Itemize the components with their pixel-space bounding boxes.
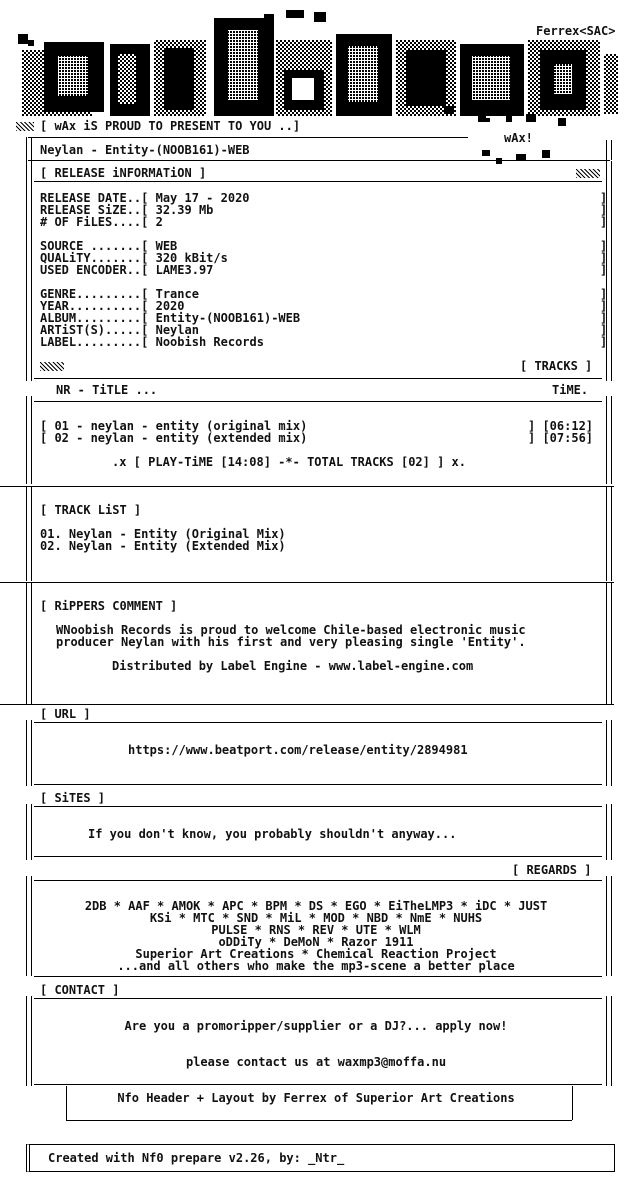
- info-encoder: USED ENCODER..[ LAME3.97: [40, 263, 214, 277]
- info-release-date: RELEASE DATE..[ May 17 - 2020: [40, 191, 250, 205]
- tracks-heading: [ TRACKS ]: [520, 359, 593, 373]
- track-list-item-2: 02. Neylan - Entity (Extended Mix): [40, 539, 286, 553]
- wax-badge-text: wAx!: [504, 131, 533, 145]
- rippers-heading: [ RiPPERS C0MMENT ]: [40, 599, 178, 613]
- tracks-summary: .x [ PLAY-TiME [14:08] -*- TOTAL TRACKS [02] ] x.: [112, 455, 467, 469]
- regards-line-6: ...and all others who make the mp3-scene a better place: [117, 959, 515, 973]
- info-source: SOURCE .......[ WEB: [40, 239, 178, 253]
- regards-heading: [ REGARDS ]: [512, 863, 592, 877]
- regards-line-4: oDDiTy * DeMoN * Razor 1911: [218, 935, 414, 949]
- layout-credit: Nfo Header + Layout by Ferrex of Superior Art Creations: [117, 1091, 515, 1105]
- rippers-line-3: Distributed by Label Engine - www.label-engine.com: [112, 659, 474, 673]
- rippers-line-1: WNoobish Records is proud to welcome Chile-based electronic music: [56, 623, 526, 637]
- release-title: Neylan - Entity-(NOOB161)-WEB: [40, 143, 250, 157]
- info-genre: GENRE.........[ Trance: [40, 287, 199, 301]
- info-album: ALBUM.........[ Entity-(NOOB161)-WEB: [40, 311, 301, 325]
- sites-value: If you don't know, you probably shouldn't anyway...: [88, 827, 457, 841]
- track-list-item-1: 01. Neylan - Entity (Original Mix): [40, 527, 286, 541]
- regards-line-3: PULSE * RNS * REV * UTE * WLM: [211, 923, 421, 937]
- wax-badge: [472, 114, 570, 164]
- url-value[interactable]: https://www.beatport.com/release/entity/2894981: [128, 743, 468, 757]
- info-release-size: RELEASE SiZE..[ 32.39 Mb: [40, 203, 214, 217]
- regards-line-2: KSi * MTC * SND * MiL * MOD * NBD * NmE * NUHS: [149, 911, 483, 925]
- rippers-line-2: producer Neylan with his first and very pleasing single 'Entity'.: [56, 635, 526, 649]
- hatch-left: [16, 122, 34, 131]
- info-quality: QUALiTY.......[ 320 kBit/s: [40, 251, 228, 265]
- track-row-2-left: [ 02 - neylan - entity (extended mix): [40, 431, 308, 445]
- header-credit: Ferrex<SAC>: [536, 24, 616, 38]
- hatch-right: [576, 169, 600, 178]
- regards-line-5: Superior Art Creations * Chemical Reaction Project: [135, 947, 497, 961]
- track-row-1-right: ] [06:12]: [528, 419, 594, 433]
- wax-logo: [14, 10, 620, 122]
- col-time: TiME.: [552, 383, 589, 397]
- sites-heading: [ SiTES ]: [40, 791, 106, 805]
- track-list-heading: [ TRACK LiST ]: [40, 503, 142, 517]
- contact-line-2: please contact us at waxmp3@moffa.nu: [185, 1055, 447, 1069]
- url-heading: [ URL ]: [40, 707, 91, 721]
- info-artist: ARTiST(S).....[ Neylan: [40, 323, 199, 337]
- info-year: YEAR..........[ 2020: [40, 299, 185, 313]
- created-with: Created with Nf0 prepare v2.26, by: _Ntr_: [48, 1151, 345, 1165]
- hatch-tracks-left: [40, 362, 64, 371]
- track-row-2-right: ] [07:56]: [528, 431, 594, 445]
- contact-line-1: Are you a promoripper/supplier or a DJ?... apply now!: [124, 1019, 508, 1033]
- info-label: LABEL.........[ Noobish Records: [40, 335, 264, 349]
- presents-line: [ wAx iS PROUD TO PRESENT TO YOU ..]: [40, 119, 301, 133]
- release-info-heading: [ RELEASE iNFORMATiON ]: [40, 166, 207, 180]
- regards-line-1: 2DB * AAF * AMOK * APC * BPM * DS * EGO * EiTheLMP3 * iDC * JUST: [84, 899, 548, 913]
- track-row-1-left: [ 01 - neylan - entity (original mix): [40, 419, 308, 433]
- info-num-files: # OF FiLES....[ 2: [40, 215, 163, 229]
- contact-heading: [ CONTACT ]: [40, 983, 120, 997]
- col-nr-title: NR - TiTLE ...: [56, 383, 158, 397]
